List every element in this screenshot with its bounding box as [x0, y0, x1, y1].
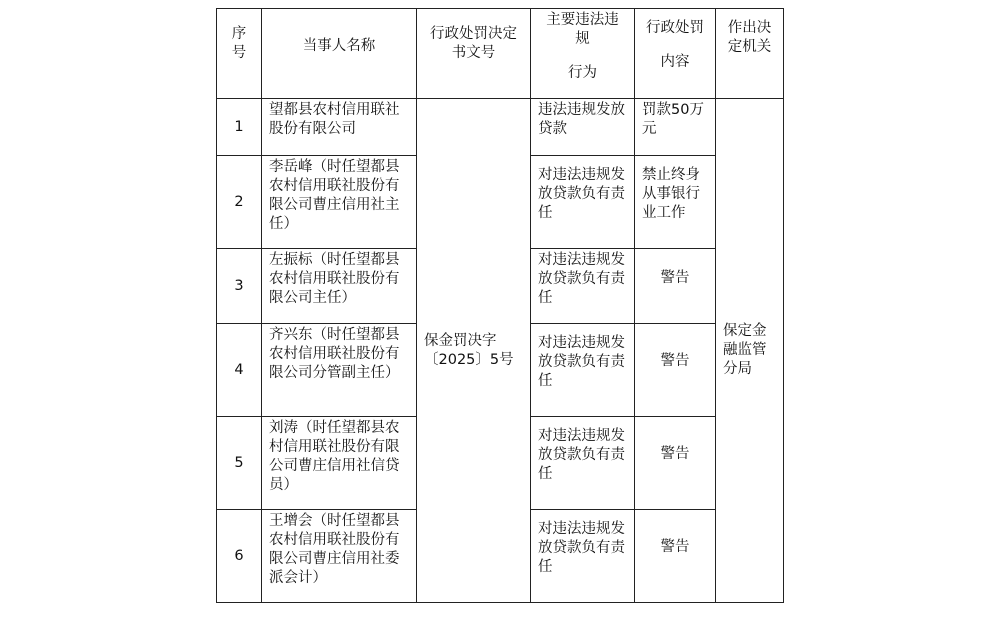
- penalty-text: 警告: [635, 324, 716, 417]
- violation-text: 对违法违规发放贷款负有责任: [531, 249, 635, 324]
- deciding-authority: 保定金融监管分局: [716, 99, 784, 603]
- row-index: 1: [217, 99, 262, 156]
- penalty-text: 罚款50万元: [635, 99, 716, 156]
- row-index: 3: [217, 249, 262, 324]
- party-name: 王增会（时任望都县农村信用联社股份有限公司曹庄信用社委派会计）: [262, 510, 417, 603]
- table-row: [217, 99, 784, 156]
- header-row: [217, 9, 784, 99]
- header-index: 序号: [217, 9, 262, 99]
- header-authority: 作出决定机关: [716, 9, 784, 99]
- header-party: 当事人名称: [262, 9, 417, 99]
- penalty-text: 警告: [635, 417, 716, 510]
- violation-text: 对违法违规发放贷款负有责任: [531, 324, 635, 417]
- party-name: 齐兴东（时任望都县农村信用联社股份有限公司分管副主任）: [262, 324, 417, 417]
- penalty-text: 警告: [635, 249, 716, 324]
- violation-text: 对违法违规发放贷款负有责任: [531, 417, 635, 510]
- header-penalty: 行政处罚 内容: [635, 9, 716, 99]
- party-name: 左振标（时任望都县农村信用联社股份有限公司主任）: [262, 249, 417, 324]
- penalty-text: 禁止终身从事银行业工作: [635, 156, 716, 249]
- row-index: 6: [217, 510, 262, 603]
- party-name: 刘涛（时任望都县农村信用联社股份有限公司曹庄信用社信贷员）: [262, 417, 417, 510]
- row-index: 4: [217, 324, 262, 417]
- row-index: 2: [217, 156, 262, 249]
- party-name: 望都县农村信用联社股份有限公司: [262, 99, 417, 156]
- row-index: 5: [217, 417, 262, 510]
- decision-doc-number: 保金罚决字〔2025〕5号: [417, 99, 531, 603]
- penalty-text: 警告: [635, 510, 716, 603]
- violation-text: 对违法违规发放贷款负有责任: [531, 156, 635, 249]
- party-name: 李岳峰（时任望都县农村信用联社股份有限公司曹庄信用社主任）: [262, 156, 417, 249]
- violation-text: 违法违规发放贷款: [531, 99, 635, 156]
- header-violation: 主要违法违规 行为: [531, 9, 635, 99]
- penalty-table: [216, 8, 784, 603]
- header-doc-no: 行政处罚决定书文号: [417, 9, 531, 99]
- violation-text: 对违法违规发放贷款负有责任: [531, 510, 635, 603]
